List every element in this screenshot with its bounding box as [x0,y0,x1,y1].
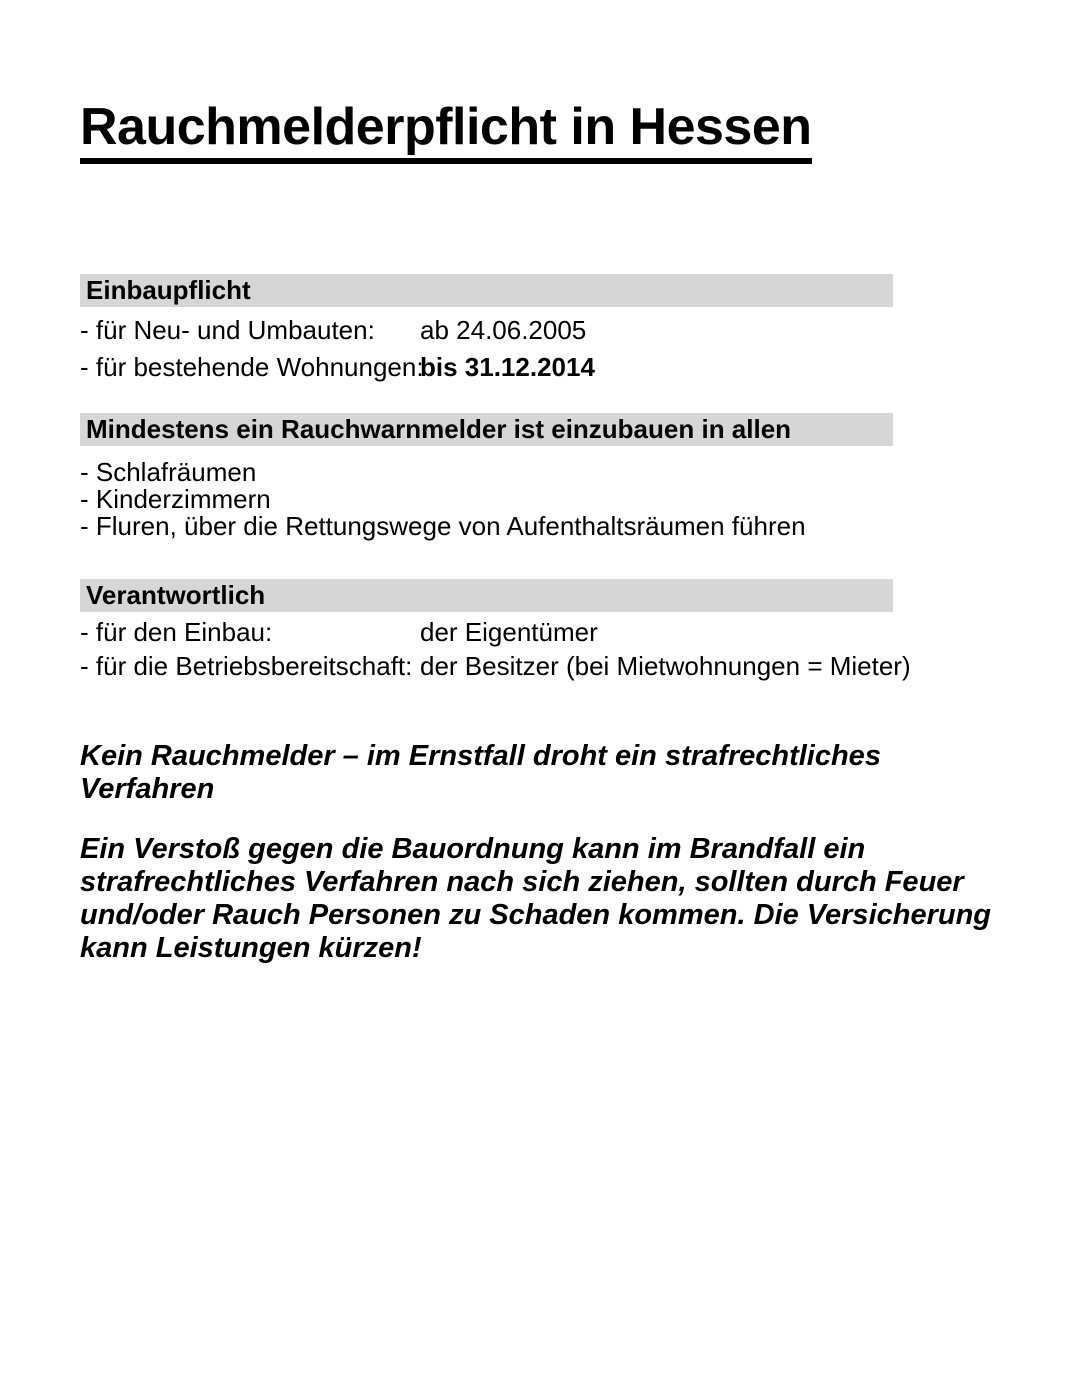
section-einbaupflicht [80,274,1000,381]
section-verantwortlich [80,579,1000,680]
row-value: ab 24.06.2005 [420,314,587,345]
row-label: - für bestehende Wohnungen: [80,351,424,382]
room-list [80,456,1000,541]
table-row [80,316,1000,344]
page-title: Rauchmelderpflicht in Hessen [80,100,812,164]
row-label: - für die Betriebsbereitschaft: [80,650,413,681]
table-row [80,618,1000,646]
table-row [80,652,1000,680]
row-label: - für Neu- und Umbauten: [80,314,375,345]
list-item: - Kinderzimmern [80,483,271,514]
warning-paragraph-criminal-proceedings: Kein Rauchmelder – im Ernstfall droht ein strafrechtliches Verfahren [80,739,881,805]
section-heading-verantwortlich: Verantwortlich [80,579,893,612]
section-heading-rauchwarnmelder: Mindestens ein Rauchwarnmelder ist einzubauen in allen [80,413,893,446]
section-heading-einbaupflicht: Einbaupflicht [80,274,893,307]
section-rauchwarnmelder-raeume [80,413,1000,540]
warning-paragraph-insurance: Ein Verstoß gegen die Bauordnung kann im Brandfall ein strafrechtliches Verfahren nach sich ziehen, sollten durch Feuer und/oder Rauch Personen zu Schaden kommen. Die Versicherung kann Leistungen kürzen! [80,832,992,964]
list-item: - Schlafräumen [80,456,257,487]
list-item: - Fluren, über die Rettungswege von Aufenthaltsräumen führen [80,510,806,541]
table-row [80,353,1000,381]
row-label: - für den Einbau: [80,616,273,647]
title-wrap [80,100,1000,164]
row-value: bis 31.12.2014 [420,351,595,382]
row-value: der Besitzer (bei Mietwohnungen = Mieter) [420,650,911,681]
row-value: der Eigentümer [420,616,598,647]
